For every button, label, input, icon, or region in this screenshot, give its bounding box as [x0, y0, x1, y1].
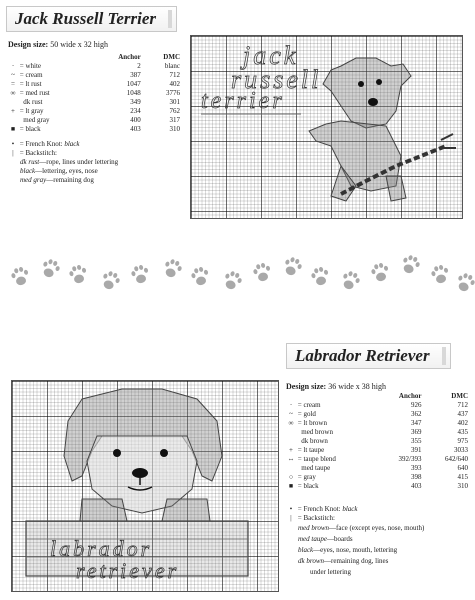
- chart-word: jack: [243, 41, 299, 70]
- anchor-number: 391: [410, 446, 422, 454]
- lab-key-row: [284, 437, 470, 446]
- stitch-symbol: ·: [11, 62, 15, 70]
- dog-paw: [162, 499, 210, 521]
- color-name: white: [25, 62, 42, 70]
- paw-print-icon: [40, 257, 62, 279]
- lab-key-header: [284, 391, 470, 401]
- stitch-symbol: =: [11, 80, 15, 88]
- lab-color-key: [284, 391, 470, 491]
- dog-nose: [368, 98, 378, 106]
- lab-design-size: [286, 382, 386, 391]
- dmc-number: 642/640: [445, 455, 468, 463]
- jack-chart-drawing: [191, 36, 462, 218]
- lab-bs-line: dk brown—remaining dog, lines: [298, 557, 389, 565]
- lab-bs-line: under lettering: [310, 568, 352, 576]
- paw-print-icon: [130, 263, 151, 284]
- dmc-number: 402: [169, 80, 180, 88]
- paw-print-icon: [400, 255, 422, 276]
- lab-title: Labrador Retriever: [286, 343, 451, 369]
- jack-bs-line: dk rust—rope, lines under lettering: [20, 158, 119, 166]
- paw-print-icon: [252, 261, 273, 282]
- lab-key-row: ■ = black 403 310: [284, 482, 470, 491]
- paw-print-border: [0, 255, 475, 305]
- dmc-number: 640: [457, 464, 468, 472]
- color-name: gray: [303, 473, 316, 481]
- lab-bs-line: med taupe—boards: [298, 535, 353, 543]
- anchor-number: 347: [410, 419, 422, 427]
- color-name: black: [303, 482, 319, 490]
- dog-eye: [376, 79, 382, 85]
- lab-size-value: 36 wide x 38 high: [328, 382, 386, 391]
- backstitch-label: Backstitch:: [303, 514, 335, 522]
- jack-key-row: [6, 98, 182, 107]
- color-name: black: [25, 125, 41, 133]
- jack-col-anchor: Anchor: [118, 53, 141, 61]
- stitch-symbol: ⇔: [287, 455, 295, 463]
- chart-word: russell: [231, 65, 322, 94]
- jack-bs-line: black—lettering, eyes, nose: [20, 167, 98, 175]
- anchor-number: 926: [410, 401, 422, 409]
- stitch-symbol: ■: [288, 482, 294, 490]
- dmc-number: 317: [169, 116, 180, 124]
- paw-print-icon: [370, 261, 391, 282]
- jack-pattern-chart: [190, 35, 463, 219]
- paw-print-icon: [162, 257, 184, 279]
- jack-key-row: = = lt rust 1047 402: [6, 80, 182, 89]
- paw-print-icon: [100, 269, 122, 291]
- paw-print-icon: [310, 265, 331, 286]
- dmc-number: 975: [457, 437, 468, 445]
- jack-title: Jack Russell Terrier: [6, 6, 177, 32]
- color-name: lt brown: [303, 419, 327, 427]
- jack-size-label: Design size:: [8, 40, 49, 49]
- french-knot-label: French Knot:: [303, 505, 341, 513]
- color-name: lt rust: [25, 80, 42, 88]
- jack-design-size: [8, 40, 108, 49]
- color-name: cream: [303, 401, 321, 409]
- dog-eye: [160, 449, 168, 457]
- lab-key-row: [284, 428, 470, 437]
- lab-col-dmc: DMC: [451, 392, 468, 400]
- stitch-symbol: +: [289, 446, 293, 454]
- color-name: gold: [303, 410, 316, 418]
- jack-size-value: 50 wide x 32 high: [50, 40, 108, 49]
- chart-word: retriever: [76, 558, 180, 583]
- jack-backstitch: | = Backstitch:: [12, 149, 57, 157]
- french-knot-label: French Knot:: [25, 140, 63, 148]
- dog-paw: [80, 499, 127, 521]
- paw-print-icon: [10, 265, 31, 286]
- chart-word: labrador: [50, 536, 153, 561]
- dmc-number: 402: [457, 419, 468, 427]
- dmc-number: 3033: [454, 446, 468, 454]
- dmc-number: 437: [457, 410, 468, 418]
- jack-key-row: + = lt gray 234 762: [6, 107, 182, 116]
- dog-head: [323, 58, 411, 128]
- lab-french-knot: • = French Knot: black: [289, 505, 358, 513]
- anchor-number: 392/393: [398, 455, 422, 463]
- lab-key-row: + = lt taupe 391 3033: [284, 446, 470, 455]
- dog-eye: [358, 81, 364, 87]
- anchor-number: 1047: [126, 80, 141, 88]
- dmc-number: 301: [169, 98, 180, 106]
- lab-backstitch: | = Backstitch:: [290, 514, 335, 522]
- dmc-number: 762: [169, 107, 180, 115]
- paw-print-icon: [222, 269, 244, 291]
- dmc-number: 415: [457, 473, 468, 481]
- color-name: lt gray: [25, 107, 44, 115]
- dmc-number: 435: [457, 428, 468, 436]
- jack-key-row: ∞ = med rust 1048 3776: [6, 89, 182, 98]
- color-name: dk brown: [301, 437, 328, 445]
- french-knot-color: black: [342, 505, 358, 513]
- color-name: lt taupe: [303, 446, 325, 454]
- lab-key-row: · = cream 926 712: [284, 401, 470, 410]
- dmc-number: 310: [457, 482, 468, 490]
- lab-key-row: ○ = gray 398 415: [284, 473, 470, 482]
- anchor-number: 403: [130, 125, 141, 133]
- anchor-number: 387: [130, 71, 141, 79]
- lab-bs-line: med brown—face (except eyes, nose, mouth): [298, 524, 425, 532]
- lab-chart-drawing: [12, 381, 278, 591]
- color-name: med rust: [25, 89, 50, 97]
- paw-print-icon: [455, 271, 475, 293]
- anchor-number: 1048: [126, 89, 141, 97]
- stitch-symbol: +: [11, 107, 15, 115]
- anchor-number: 403: [410, 482, 422, 490]
- lab-col-anchor: Anchor: [398, 392, 422, 400]
- anchor-number: 393: [410, 464, 422, 472]
- jack-french-knot: • = French Knot: black: [11, 140, 80, 148]
- dmc-number: 712: [169, 71, 180, 79]
- color-name: med brown: [301, 428, 333, 436]
- dmc-number: blanc: [164, 62, 180, 70]
- lab-key-row: [284, 464, 470, 473]
- jack-key-row: ■ = black 403 310: [6, 125, 182, 134]
- jack-color-key: [6, 52, 182, 134]
- backstitch-label: Backstitch:: [25, 149, 57, 157]
- color-name: med taupe: [301, 464, 331, 472]
- stitch-symbol: ∞: [288, 419, 294, 427]
- dmc-number: 712: [457, 401, 468, 409]
- anchor-number: 349: [130, 98, 141, 106]
- dmc-number: 3776: [166, 89, 180, 97]
- color-name: taupe blend: [303, 455, 336, 463]
- chart-word: terrier: [201, 88, 285, 114]
- anchor-number: 2: [137, 62, 141, 70]
- jack-key-row: ~ = cream 387 712: [6, 71, 182, 80]
- anchor-number: 369: [410, 428, 422, 436]
- paw-print-icon: [430, 263, 451, 284]
- anchor-number: 398: [410, 473, 422, 481]
- color-name: med gray: [23, 116, 50, 124]
- jack-bs-line: med gray—remaining dog: [20, 176, 94, 184]
- stitch-symbol: ~: [289, 410, 293, 418]
- french-knot-color: black: [64, 140, 80, 148]
- lab-key-row: ⇔ = taupe blend 392/393 642/640: [287, 455, 468, 463]
- lab-pattern-chart: [11, 380, 279, 592]
- stitch-symbol: ·: [289, 401, 293, 409]
- lab-size-label: Design size:: [286, 382, 327, 391]
- stitch-symbol: ∞: [10, 89, 16, 97]
- stitch-symbol: ○: [288, 473, 294, 481]
- color-name: cream: [25, 71, 43, 79]
- anchor-number: 355: [410, 437, 422, 445]
- dog-leg: [386, 176, 406, 201]
- jack-col-dmc: DMC: [163, 53, 180, 61]
- color-name: dk rust: [23, 98, 43, 106]
- jack-key-header: [6, 52, 182, 62]
- paw-print-icon: [68, 263, 89, 284]
- stitch-symbol: ■: [10, 125, 16, 133]
- jack-key-row: · = white 2 blanc: [6, 62, 182, 71]
- paw-print-icon: [340, 269, 362, 291]
- jack-key-row: [6, 116, 182, 125]
- dog-nose: [132, 468, 148, 478]
- stitch-symbol: ~: [11, 71, 15, 79]
- anchor-number: 234: [130, 107, 141, 115]
- lab-key-row: ~ = gold 362 437: [284, 410, 470, 419]
- anchor-number: 362: [410, 410, 422, 418]
- dog-eye: [113, 449, 121, 457]
- lab-key-row: ∞ = lt brown 347 402: [284, 419, 470, 428]
- paw-print-icon: [282, 255, 304, 277]
- paw-print-icon: [190, 265, 211, 286]
- dmc-number: 310: [169, 125, 180, 133]
- anchor-number: 400: [130, 116, 141, 124]
- lab-bs-line: black—eyes, nose, mouth, lettering: [298, 546, 398, 554]
